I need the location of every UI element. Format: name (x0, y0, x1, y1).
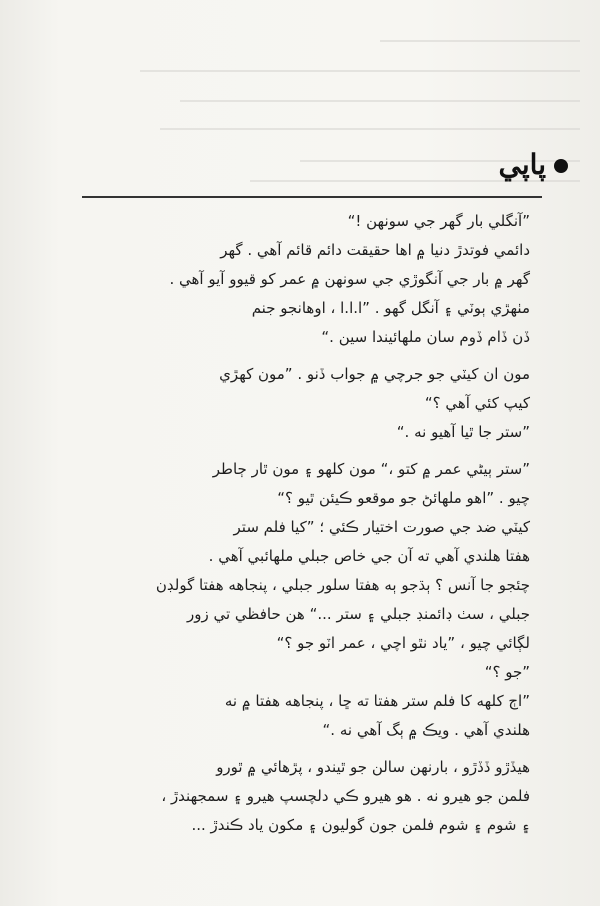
body-line: هيڏڙو ڏڏڙو ، بارنهن سالن جو ٿيندو ، پڙهائي ۾ ٿورو (216, 758, 530, 776)
body-line: لڳائي چيو ، ”ياد نٿو اچي ، عمر اٽو جو ؟“ (276, 634, 530, 652)
bleed-through-line (140, 70, 580, 72)
body-line: چئجو جا آنس ؟ ٻڌجو ٻه هفتا سلور جبلي ، پنجاهه هفتا گولڊن (155, 576, 530, 594)
body-line: جبلي ، سٺ ڊائمنڊ جبلي ۽ ستر ...“ هن حافظي تي زور (186, 605, 530, 623)
body-line: ”اڄ کلهه کا فلم ستر هفتا ته ڇا ، پنجاهه هفتا ۾ نه (224, 692, 530, 710)
body-line: مون ان کيٽي جو جرچي ۾ جواب ڏنو . ”مون کهڙي (219, 365, 530, 383)
body-line: ”جو ؟“ (484, 663, 530, 681)
heading-rule (82, 196, 542, 198)
chapter-title: پاپي (498, 148, 546, 181)
body-line: ڏن ڏام ڏوم سان ملهائيندا سين .“ (321, 328, 530, 346)
body-text (62, 212, 530, 845)
body-line: ”ستر جا ٿيا آهيو نه .“ (396, 423, 530, 441)
body-line: ”آنگلي بار گهر جي سونهن !“ (347, 212, 530, 230)
body-line: دائمي فوتدڙ دنيا ۾ اها حقيقت دائم قائم آهي . گهر (220, 241, 530, 259)
body-line: فلمن جو هيرو نه . هو هيرو ڪي دلچسپ هيرو ۽ سمجهندڙ ، (161, 787, 530, 805)
bleed-through-line (160, 128, 580, 130)
bullet-icon (554, 159, 568, 173)
body-line: کيٽي ضد جي صورت اختيار ڪئي ؛ ”کيا فلم ستر (233, 518, 530, 536)
body-line: هفتا هلندي آهي ته آن جي خاص جبلي ملهائبي آهي . (208, 547, 530, 565)
body-line: هلندي آهي . ويڪ ۾ ٻگ آهي نه .“ (322, 721, 530, 739)
body-line: مٺهڙي ٻوٽي ۽ آنگل گهو . ”ا.ا.ا ، اوهانجو جنم (251, 299, 530, 317)
body-line: کيپ کئي آهي ؟“ (424, 394, 530, 412)
body-line: چيو . ”اهو ملهائڻ جو موقعو ڪيئن ٿيو ؟“ (277, 489, 530, 507)
chapter-heading (60, 148, 560, 198)
bleed-through-line (180, 100, 580, 102)
bleed-through-line (380, 40, 580, 42)
body-line: ۽ شوم ۽ شوم فلمن جون گوليون ۽ مکون ياد ڪندڙ ... (191, 816, 530, 834)
body-line: ”ستر ٻيڻي عمر ۾ کتو ،“ مون کلهو ۽ مون ٿار ڄاطر (212, 460, 530, 478)
body-line: گهر ۾ بار جي آنگوڙي جي سونهن ۾ عمر کو قيوو آيو آهي . (169, 270, 530, 288)
